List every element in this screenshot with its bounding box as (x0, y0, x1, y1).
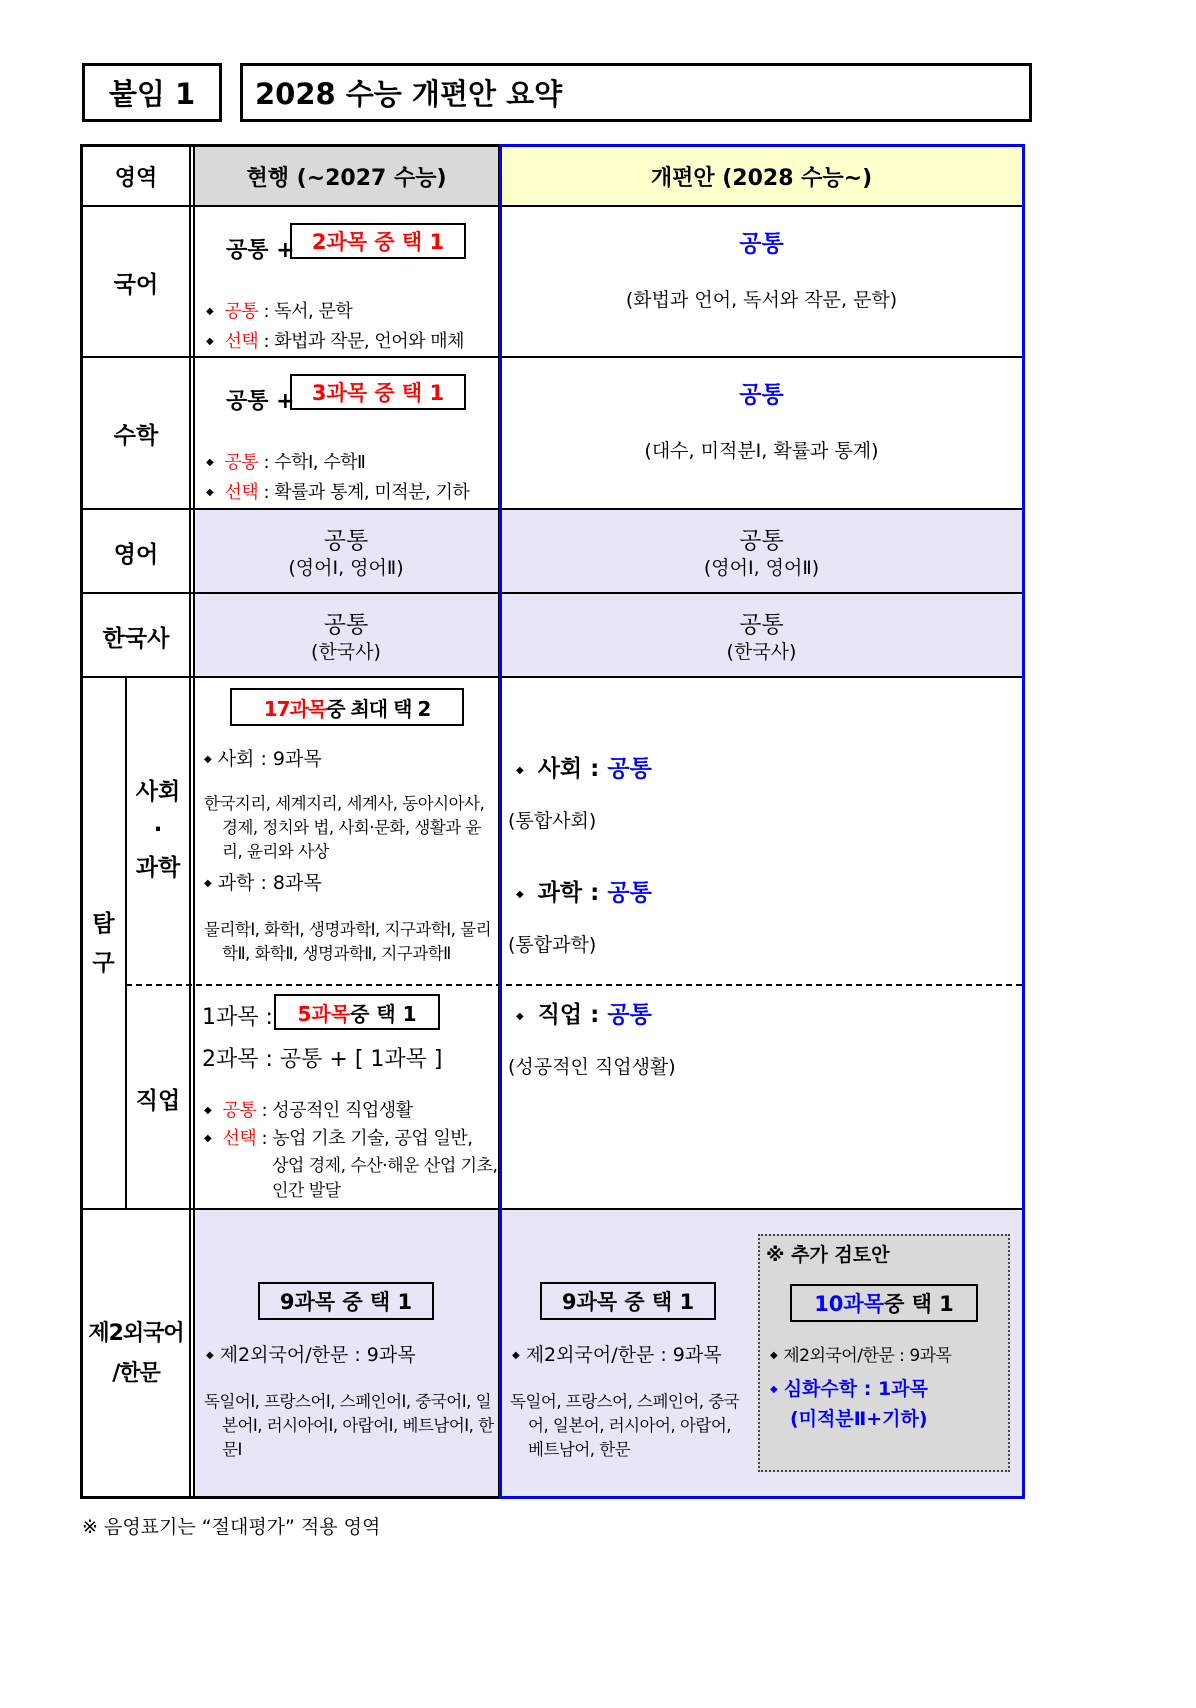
history-reform-sub: (한국사) (726, 641, 797, 664)
social-science-current (194, 678, 498, 984)
attachment-tag-text: 붙임 1 (108, 77, 196, 111)
vocational-current (194, 986, 498, 1210)
alt-choice-rest: 중 택 1 (883, 1292, 954, 1316)
math-select-line (206, 480, 469, 506)
math-current-lead: 공통 + (226, 389, 295, 414)
foreign-current-choice: 9과목 중 택 1 (279, 1290, 413, 1314)
alt-head: ◆ 제2외국어/한문 : 9과목 (770, 1344, 951, 1369)
korean-area (82, 207, 190, 357)
header-current (194, 146, 499, 206)
inquiry-area-char-1: 탐 (92, 910, 115, 937)
reform-social-line: ◆ 사회 : 공통 (516, 750, 652, 783)
vocational-select-text-2: 상업 경제, 수산·해운 산업 기초, 인간 발달 (272, 1156, 498, 1201)
english-reform-sub: (영어Ⅰ, 영어Ⅱ) (703, 557, 820, 580)
korean-select-line (206, 329, 464, 355)
reform-science-line: ◆ 과학 : 공통 (516, 874, 652, 907)
english-current (194, 510, 498, 594)
reform-science-label: 과학 (537, 880, 583, 906)
history-current (194, 594, 498, 678)
history-area (82, 594, 190, 678)
alt-proposal-box (758, 1234, 1010, 1472)
vocational-select-line (204, 1126, 472, 1152)
history-current-sub: (한국사) (311, 641, 381, 664)
header-area (82, 146, 190, 206)
vocational-label-text: 직업 (135, 1087, 181, 1114)
science-head: ◆ 과학 : 8과목 (204, 870, 322, 897)
vocational-common-tag: 공통 (222, 1100, 257, 1121)
foreign-reform-list: 독일어, 프랑스어, 스페인어, 중국어, 일본어, 러시아어, 아랍어, 베트남어, 한문 (510, 1392, 740, 1459)
header-reform (500, 146, 1023, 206)
english-current-sub: (영어Ⅰ, 영어Ⅱ) (288, 557, 404, 580)
history-reform (502, 594, 1021, 678)
alt-math-head: ◆ 심화수학 : 1과목 (770, 1374, 928, 1401)
vocational-common-line (204, 1098, 413, 1124)
korean-reform (502, 207, 1021, 357)
foreign-reform-choice-box (540, 1282, 716, 1320)
foreign-reform-choice: 9과목 중 택 1 (561, 1290, 695, 1314)
foreign-area-line-1: 제2외국어 (88, 1321, 184, 1347)
math-reform-title: 공통 (739, 382, 784, 408)
vocational-two: 2과목 : 공통 + [ 1과목 ] (202, 1047, 443, 1072)
inquiry-area (82, 678, 125, 1210)
math-reform (502, 358, 1021, 508)
korean-current (194, 207, 498, 357)
math-reform-sub: (대수, 미적분Ⅰ, 확률과 통계) (644, 440, 879, 462)
korean-select-tag: 선택 (224, 331, 259, 352)
english-reform (502, 510, 1021, 594)
english-area (82, 510, 190, 594)
history-reform-title: 공통 (739, 612, 784, 639)
inquiry-choice-rest: 중 최대 택 2 (326, 696, 431, 721)
reform-vocational-sub: (성공적인 직업생활) (508, 1056, 676, 1078)
korean-common-text: : 독서, 문학 (258, 301, 353, 322)
korean-common-tag: 공통 (224, 301, 259, 322)
korean-reform-title: 공통 (739, 231, 784, 257)
reform-vocational-line: ◆ 직업 : 공통 (516, 996, 652, 1029)
math-area-label: 수학 (113, 422, 159, 449)
math-common-line (206, 450, 365, 476)
math-choice-box (290, 374, 466, 410)
foreign-current (194, 1210, 498, 1498)
foreign-reform (502, 1210, 756, 1498)
math-select-text: : 확률과 통계, 미적분, 기하 (258, 482, 470, 503)
math-current (194, 358, 498, 508)
foreign-current-list: 독일어Ⅰ, 프랑스어Ⅰ, 스페인어Ⅰ, 중국어Ⅰ, 일본어Ⅰ, 러시아어Ⅰ, 아랍어Ⅰ, 베트남어Ⅰ, 한문Ⅰ (204, 1392, 494, 1459)
social-head: ◆ 사회 : 9과목 (204, 746, 322, 773)
vocational-choice-box (274, 994, 440, 1030)
social-science-reform (502, 678, 1021, 984)
math-common-text: : 수학Ⅰ, 수학Ⅱ (258, 452, 366, 473)
vocational-common-text: : 성공적인 직업생활 (256, 1100, 413, 1121)
document-title-text: 2028 수능 개편안 요약 (255, 77, 563, 111)
foreign-current-head: ◆ 제2외국어/한문 : 9과목 (206, 1342, 416, 1369)
social-label: 사회 (135, 779, 181, 806)
alt-choice-box (790, 1284, 978, 1322)
foreign-reform-head: ◆ 제2외국어/한문 : 9과목 (512, 1342, 722, 1369)
social-list: 한국지리, 세계지리, 세계사, 동아시아사, 경제, 정치와 법, 사회·문화, 생활과 윤리, 윤리와 사상 (204, 794, 485, 861)
header-area-label: 영역 (114, 165, 158, 191)
reform-social-sub: (통합사회) (508, 810, 597, 832)
korean-reform-sub: (화법과 언어, 독서와 작문, 문학) (625, 289, 898, 311)
reform-science-value: 공통 (607, 880, 652, 906)
vocational-one-lead: 1과목 : (202, 1005, 273, 1030)
inquiry-choice-red: 17과목 (263, 696, 327, 721)
vocational-choice-red: 5과목 (297, 1001, 351, 1026)
korean-area-label: 국어 (113, 271, 159, 298)
vocational-reform (502, 986, 1021, 1210)
header-reform-label: 개편안 (2028 수능~) (650, 165, 873, 191)
inquiry-choice-box (230, 688, 464, 726)
korean-choice-text: 2과목 중 택 1 (311, 230, 445, 254)
vocational-select-tag: 선택 (222, 1128, 257, 1149)
math-common-tag: 공통 (224, 452, 259, 473)
foreign-current-choice-box (258, 1282, 434, 1320)
inquiry-area-char-2: 구 (92, 950, 115, 976)
header-current-label: 현행 (~2027 수능) (246, 165, 447, 191)
social-science-label (127, 678, 189, 984)
korean-common-line (206, 299, 352, 325)
math-choice-text: 3과목 중 택 1 (311, 381, 445, 405)
reform-social-value: 공통 (607, 756, 652, 782)
alt-proposal-title: ※ 추가 검토안 (766, 1244, 890, 1266)
alt-choice-blue: 10과목 (814, 1292, 884, 1316)
vocational-label (127, 986, 189, 1210)
korean-select-text: : 화법과 작문, 언어와 매체 (258, 331, 464, 352)
alt-math-sub: (미적분Ⅱ+기하) (790, 1408, 928, 1430)
foreign-area (82, 1210, 190, 1498)
korean-choice-box (290, 223, 466, 259)
history-area-label: 한국사 (102, 625, 170, 652)
history-current-title: 공통 (323, 612, 369, 639)
vocational-select-text-1: : 농업 기초 기술, 공업 일반, (256, 1128, 473, 1149)
english-area-label: 영어 (113, 541, 159, 568)
math-select-tag: 선택 (224, 482, 259, 503)
label-dot: · (153, 817, 163, 844)
reform-vocational-value: 공통 (607, 1002, 652, 1028)
math-area (82, 358, 190, 508)
science-label: 과학 (135, 854, 181, 881)
vocational-choice-rest: 중 택 1 (350, 1001, 417, 1026)
science-list: 물리학Ⅰ, 화학Ⅰ, 생명과학Ⅰ, 지구과학Ⅰ, 물리학Ⅱ, 화학Ⅱ, 생명과학Ⅱ, 지구과학Ⅱ (204, 920, 492, 963)
english-reform-title: 공통 (739, 528, 784, 555)
korean-current-lead: 공통 + (226, 238, 295, 263)
reform-vocational-label: 직업 (537, 1002, 583, 1028)
footnote: ※ 음영표기는 “절대평가” 적용 영역 (82, 1516, 381, 1538)
reform-science-sub: (통합과학) (508, 934, 597, 956)
english-current-title: 공통 (323, 528, 369, 555)
foreign-area-line-2: /한문 (112, 1361, 160, 1386)
reform-social-label: 사회 (537, 756, 583, 782)
